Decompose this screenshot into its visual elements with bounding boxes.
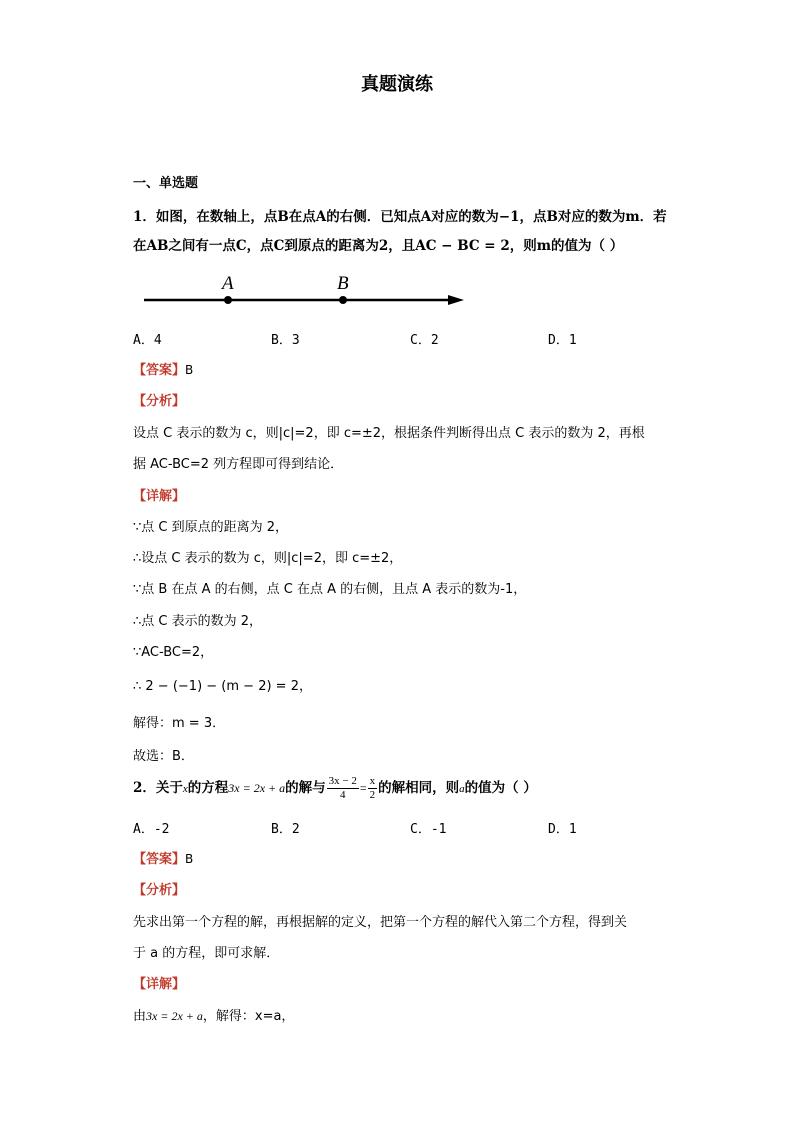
q2-fraction-2 — [368, 776, 378, 801]
q2-fraction-2-numerator: x — [369, 775, 376, 787]
q1-option-b[interactable]: B．3 — [271, 333, 300, 348]
number-line-arrow — [448, 295, 464, 305]
q2-fraction-1-denominator: 4 — [340, 789, 346, 801]
number-line-figure — [140, 270, 470, 310]
q1-answer-row — [133, 359, 193, 378]
point-b-label: B — [337, 273, 349, 294]
q2-stem-var2: a — [459, 783, 465, 795]
q1-detail-line: ∵点 B 在点 A 的右侧，点 C 在点 A 的右侧，且点 A 表示的数为-1， — [133, 582, 527, 597]
q1-detail-tag: 【详解】 — [133, 489, 186, 504]
q2-fraction-2-denominator: 2 — [369, 789, 376, 801]
q1-detail-line: ∵AC-BC=2， — [133, 645, 214, 660]
q1-answer-value: B — [185, 363, 194, 377]
q2-equals-sign: = — [359, 781, 367, 795]
q2-detail-line — [133, 1005, 294, 1024]
q2-stem-mid1: 的方程 — [187, 780, 229, 796]
q1-detail-line: ∵点 C 到原点的距离为 2， — [133, 520, 289, 535]
q1-detail-choice: 故选：B． — [133, 749, 194, 764]
q2-answer-value: B — [185, 852, 194, 866]
q1-detail-equation: ∴ 2 − (−1) − (m − 2) = 2， — [133, 679, 312, 694]
point-a-label: A — [222, 273, 234, 294]
q2-stem-mid3: 的解相同，则 — [378, 780, 460, 796]
q1-option-d[interactable]: D．1 — [548, 333, 577, 348]
q2-option-d[interactable]: D．1 — [548, 822, 577, 837]
q1-detail-line: ∴设点 C 表示的数为 c，则|c|=2，即 c=±2， — [133, 551, 403, 566]
q2-detail-suffix: ，解得：x=a， — [202, 1009, 295, 1024]
q1-option-c[interactable]: C．2 — [410, 333, 439, 348]
q2-equation-1: 3x = 2x + a — [228, 781, 286, 795]
q1-option-a[interactable]: A．4 — [133, 333, 162, 348]
q2-analysis-line2: 于 a 的方程，即可求解． — [133, 946, 280, 961]
q2-detail-tag: 【详解】 — [133, 977, 186, 992]
q2-detail-equation: 3x = 2x + a — [146, 1009, 203, 1023]
q2-answer-tag: 【答案】 — [133, 852, 186, 867]
q2-answer-row — [133, 848, 193, 867]
q2-stem-var: x — [182, 783, 188, 795]
q1-analysis-line1: 设点 C 表示的数为 c，则|c|=2，即 c=±2，根据条件判断得出点 C 表示的数为 2，再根 — [133, 426, 645, 441]
q1-analysis-line2: 据 AC-BC=2 列方程即可得到结论． — [133, 457, 344, 472]
q2-stem-end: 的值为（ ） — [464, 780, 537, 796]
q2-option-a[interactable]: A．-2 — [133, 822, 170, 837]
q2-stem-mid2: 的解与 — [285, 780, 326, 796]
q2-stem — [133, 776, 537, 801]
q2-option-b[interactable]: B．2 — [271, 822, 300, 837]
q2-analysis-line1: 先求出第一个方程的解，再根据解的定义，把第一个方程的解代入第二个方程，得到关 — [133, 915, 628, 930]
q1-analysis-tag: 【分析】 — [133, 394, 186, 409]
q1-detail-line: ∴点 C 表示的数为 2， — [133, 614, 263, 629]
q2-option-c[interactable]: C．-1 — [410, 822, 447, 837]
q1-answer-tag: 【答案】 — [133, 363, 186, 378]
page-title: 真题演练 — [361, 74, 433, 95]
q1-detail-solution: 解得：m = 3． — [133, 716, 226, 731]
q2-fraction-1-numerator: 3x − 2 — [328, 775, 357, 787]
q2-fraction-1 — [327, 776, 359, 801]
q2-detail-prefix: 由 — [133, 1009, 147, 1024]
section-heading: 一、单选题 — [133, 176, 199, 191]
q1-stem-line2: 在AB之间有一点C，点C到原点的距离为2，且AC − BC = 2，则m的值为（ ） — [133, 238, 624, 254]
point-b-dot — [339, 296, 347, 304]
q2-analysis-tag: 【分析】 — [133, 883, 186, 898]
point-a-dot — [224, 296, 232, 304]
q2-stem-prefix: 2．关于 — [133, 780, 183, 796]
q1-stem-line1: 1．如图，在数轴上，点B在点A的右侧．已知点A对应的数为−1，点B对应的数为m．若 — [133, 209, 667, 225]
